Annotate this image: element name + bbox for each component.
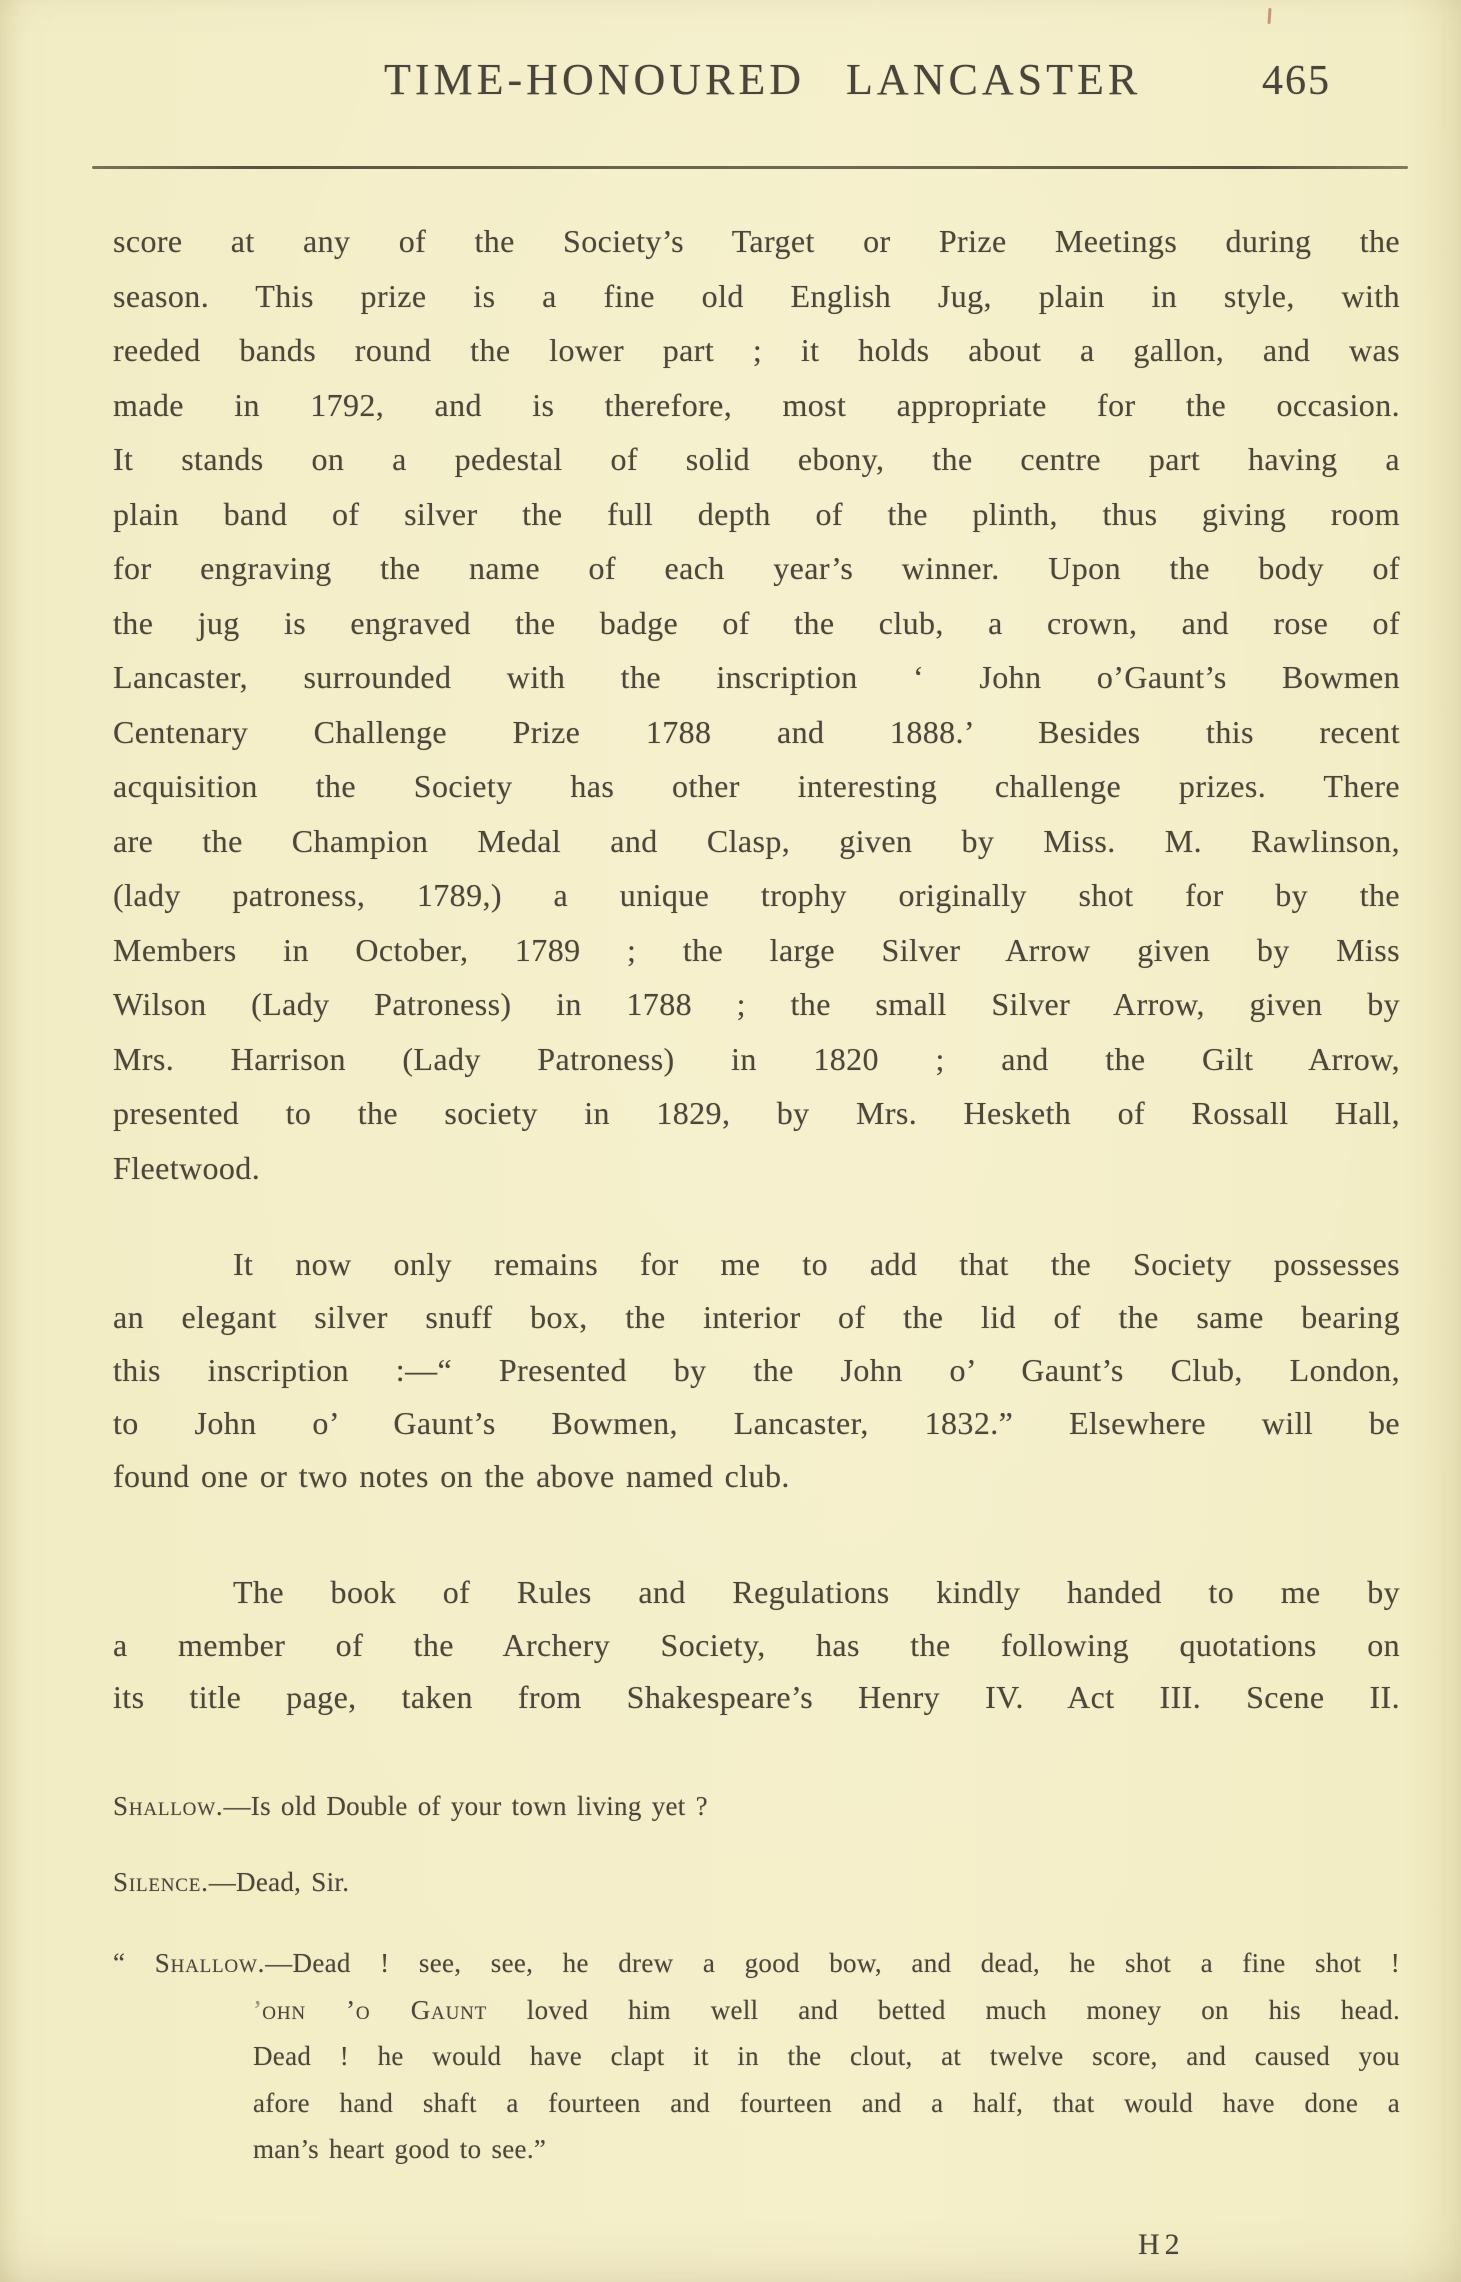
speaker-name: ohn ’o Gaunt [262,1994,488,2025]
text-line: an elegant silver snuff box, the interior of the lid of the same bearing [113,1299,1400,1335]
text-line: presented to the society in 1829, by Mrs. Hesketh of Rossall Hall, [113,1095,1400,1131]
paragraph-snuff-box [113,1238,1400,1503]
text-line: to John o’ Gaunt’s Bowmen, Lancaster, 1832.” Elsewhere will be [113,1405,1400,1441]
quote-text: —Dead, Sir. [208,1867,350,1897]
text-line: for engraving the name of each year’s winner. Upon the body of [113,550,1400,586]
text-line: this inscription :—“ Presented by the John o’ Gaunt’s Club, London, [113,1352,1400,1388]
running-head-title: TIME-HONOURED LANCASTER [384,55,1142,104]
faint-apostrophe-mark: ’ [253,1994,263,2025]
quotation-shallow-2 [113,1940,1400,2173]
text-line: acquisition the Society has other interesting challenge prizes. There [113,768,1400,804]
text-line: reeded bands round the lower part ; it holds about a gallon, and was [113,332,1400,368]
text-line: The book of Rules and Regulations kindly handed to me by [233,1574,1400,1610]
page-number: 465 [1262,58,1331,104]
text-line: It now only remains for me to add that the Society possesses [233,1246,1400,1282]
quote-text: loved him well and betted much money on his head. [487,1994,1400,2025]
quote-line: Dead ! he would have clapt it in the clout, at twelve score, and caused you [253,2041,1400,2071]
text-line: made in 1792, and is therefore, most appropriate for the occasion. [113,386,1400,423]
quotation-silence [113,1862,1400,1902]
text-line: found one or two notes on the above named club. [113,1458,790,1494]
speaker-name: Shallow. [113,1791,224,1821]
quote-text: —Dead ! see, see, he drew a good bow, and dead, he shot a fine shot ! [265,1948,1400,1978]
text-line: Fleetwood. [113,1149,261,1186]
text-line: It stands on a pedestal of solid ebony, the centre part having a [113,441,1400,477]
text-line: Mrs. Harrison (Lady Patroness) in 1820 ; and the Gilt Arrow, [113,1040,1400,1077]
text-line: Centenary Challenge Prize 1788 and 1888.’ Besides this recent [113,713,1400,750]
open-quote: “ [113,1948,155,1978]
quotation-shallow-1 [113,1786,1400,1826]
text-line: (lady patroness, 1789,) a unique trophy originally shot for by the [113,877,1400,913]
quote-line: afore hand shaft a fourteen and fourteen and a half, that would have done a [253,2087,1400,2118]
speaker-name: Shallow. [154,1948,266,1978]
quote-line: man’s heart good to see.” [253,2134,547,2164]
text-line: score at any of the Society’s Target or Prize Meetings during the [113,223,1400,259]
paragraph-rules-book [113,1566,1400,1724]
text-line: plain band of silver the full depth of the plinth, thus giving room [113,495,1400,532]
text-line: Wilson (Lady Patroness) in 1788 ; the small Silver Arrow, given by [113,986,1400,1022]
paragraph-challenge-prizes [113,214,1400,1195]
quote-text: —Is old Double of your town living yet ? [223,1791,708,1821]
text-line: Lancaster, surrounded with the inscription ‘ John o’Gaunt’s Bowmen [113,659,1400,695]
text-line: a member of the Archery Society, has the following quotations on [113,1626,1400,1663]
speaker-name: Silence. [113,1867,209,1897]
text-line: its title page, taken from Shakespeare’s Henry IV. Act III. Scene II. [113,1679,1400,1715]
text-line: are the Champion Medal and Clasp, given by Miss. M. Rawlinson, [113,822,1400,859]
quote-line [113,1987,1400,2034]
text-line: season. This prize is a fine old English Jug, plain in style, with [113,277,1400,314]
signature-mark: H2 [1138,2228,1185,2261]
quote-line [113,1940,1400,1987]
text-line: Members in October, 1789 ; the large Silver Arrow given by Miss [113,931,1400,968]
text-line: the jug is engraved the badge of the club, a crown, and rose of [113,604,1400,641]
